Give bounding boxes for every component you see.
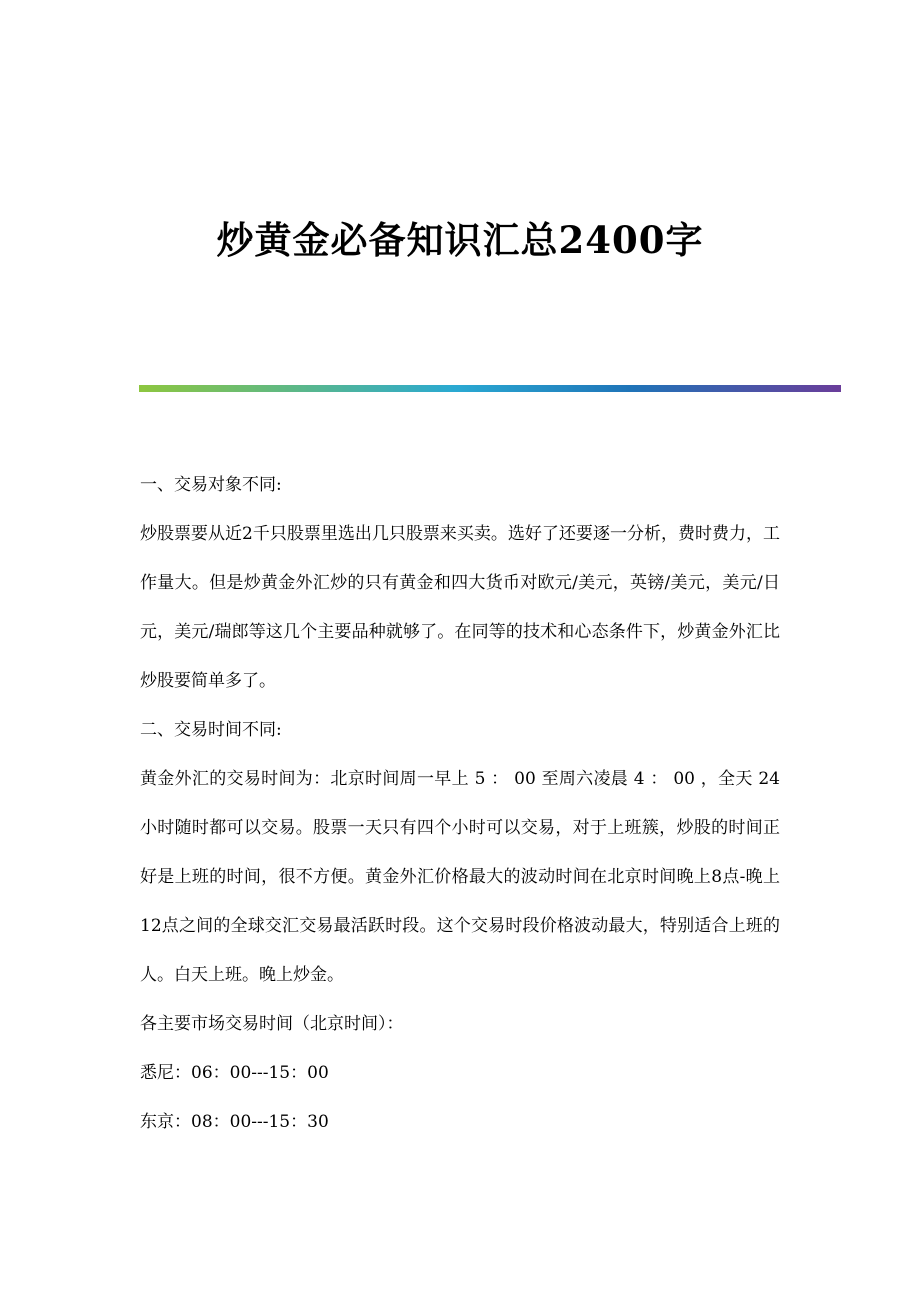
document-title: 炒黄金必备知识汇总2400字 [216,218,704,262]
section-heading-trading-time: 二、交易时间不同: [140,720,282,740]
paragraph-trading-object: 炒股票要从近2千只股票里选出几只股票来买卖。选好了还要逐一分析，费时费力，工作量大。但是炒黄金外汇炒的只有黄金和四大货币对欧元/美元，英镑/美元，美元/日元，美元/瑞郎等这几个主要品种就够了。在同等的技术和心态条件下，炒黄金外汇比炒股要简单多了。 [140,524,780,691]
document-body [140,461,780,1147]
gradient-divider [139,385,841,392]
market-hours-tokyo: 东京：08：00---15：30 [140,1112,329,1132]
paragraph-trading-time: 黄金外汇的交易时间为：北京时间周一早上 5 ： 00 至周六凌晨 4 ： 00 ，全天 24 小时随时都可以交易。股票一天只有四个小时可以交易，对于上班簇，炒股的时间正好是上班的时间，很不方便。黄金外汇价格最大的波动时间在北京时间晚上8点-晚上12点之间的全球交汇交易最活跃时段。这个交易时段价格波动最大，特别适合上班的人。白天上班。晚上炒金。 [140,769,780,985]
section-heading-trading-object: 一、交易对象不同: [140,475,282,495]
market-hours-heading: 各主要市场交易时间（北京时间）： [140,1014,404,1034]
market-hours-sydney: 悉尼：06：00---15：00 [140,1063,329,1083]
